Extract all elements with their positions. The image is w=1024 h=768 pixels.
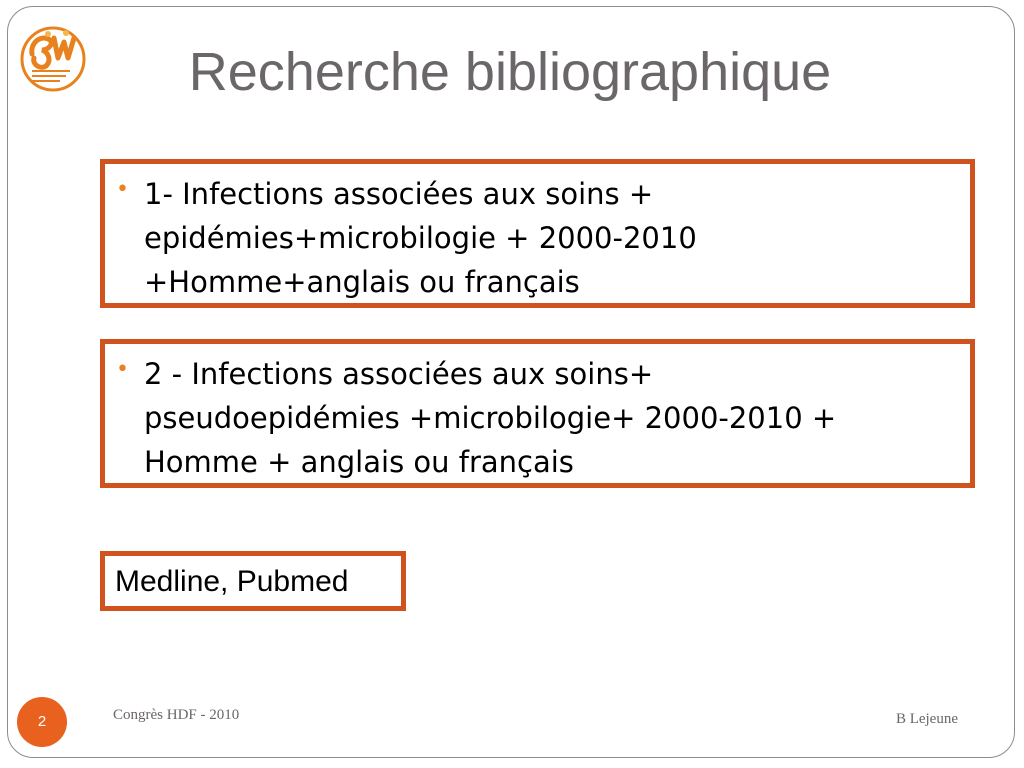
criteria-line: +Homme+anglais ou français <box>144 265 580 299</box>
bullet-dot-icon: • <box>116 357 129 382</box>
criteria-line: 2 - Infections associées aux soins+ <box>144 357 654 391</box>
criteria-line: epidémies+microbilogie + 2000-2010 <box>144 221 697 255</box>
footer-author: B Lejeune <box>895 711 958 727</box>
criteria-text-1 <box>144 172 970 304</box>
criteria-text-2 <box>144 352 970 484</box>
databases-text: Medline, Pubmed <box>115 565 349 598</box>
criteria-line: 1- Infections associées aux soins + <box>144 177 654 211</box>
criteria-line: Homme + anglais ou français <box>144 445 574 479</box>
slide-title: Recherche bibliographique <box>188 42 832 102</box>
bullet-dot-icon: • <box>116 177 129 202</box>
conference-logo-icon <box>18 24 88 94</box>
criteria-line: pseudoepidémies +microbilogie+ 2000-2010 + <box>144 401 837 435</box>
search-criteria-box-1 <box>100 159 975 308</box>
footer-event: Congrès HDF - 2010 <box>113 707 240 723</box>
page-number-badge: 2 <box>17 697 67 747</box>
databases-box <box>100 551 406 611</box>
search-criteria-box-2 <box>100 339 975 488</box>
